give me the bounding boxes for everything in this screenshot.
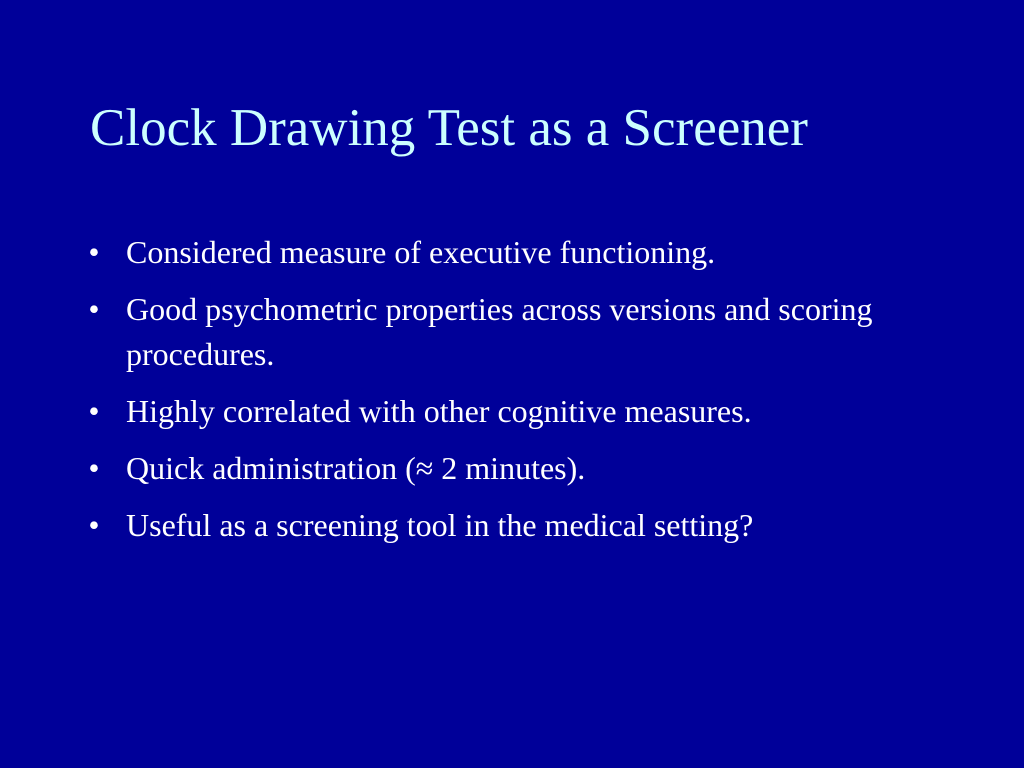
slide-title: Clock Drawing Test as a Screener bbox=[90, 99, 808, 157]
bullet-marker: • bbox=[88, 291, 100, 327]
bullet-marker: • bbox=[88, 393, 100, 429]
bullet-list bbox=[84, 230, 964, 560]
bullet-item bbox=[84, 446, 964, 491]
bullet-marker: • bbox=[88, 234, 100, 270]
bullet-text: Useful as a screening tool in the medical setting? bbox=[126, 507, 754, 543]
bullet-item bbox=[84, 503, 964, 548]
bullet-text: Quick administration (≈ 2 minutes). bbox=[126, 450, 586, 486]
bullet-item bbox=[84, 389, 964, 434]
bullet-text: Highly correlated with other cognitive measures. bbox=[126, 393, 752, 429]
bullet-item bbox=[84, 287, 964, 377]
bullet-item bbox=[84, 230, 964, 275]
bullet-text: Considered measure of executive functioning. bbox=[126, 234, 716, 270]
bullet-marker: • bbox=[88, 507, 100, 543]
bullet-marker: • bbox=[88, 450, 100, 486]
bullet-text: Good psychometric properties across versions and scoring procedures. bbox=[126, 291, 873, 372]
